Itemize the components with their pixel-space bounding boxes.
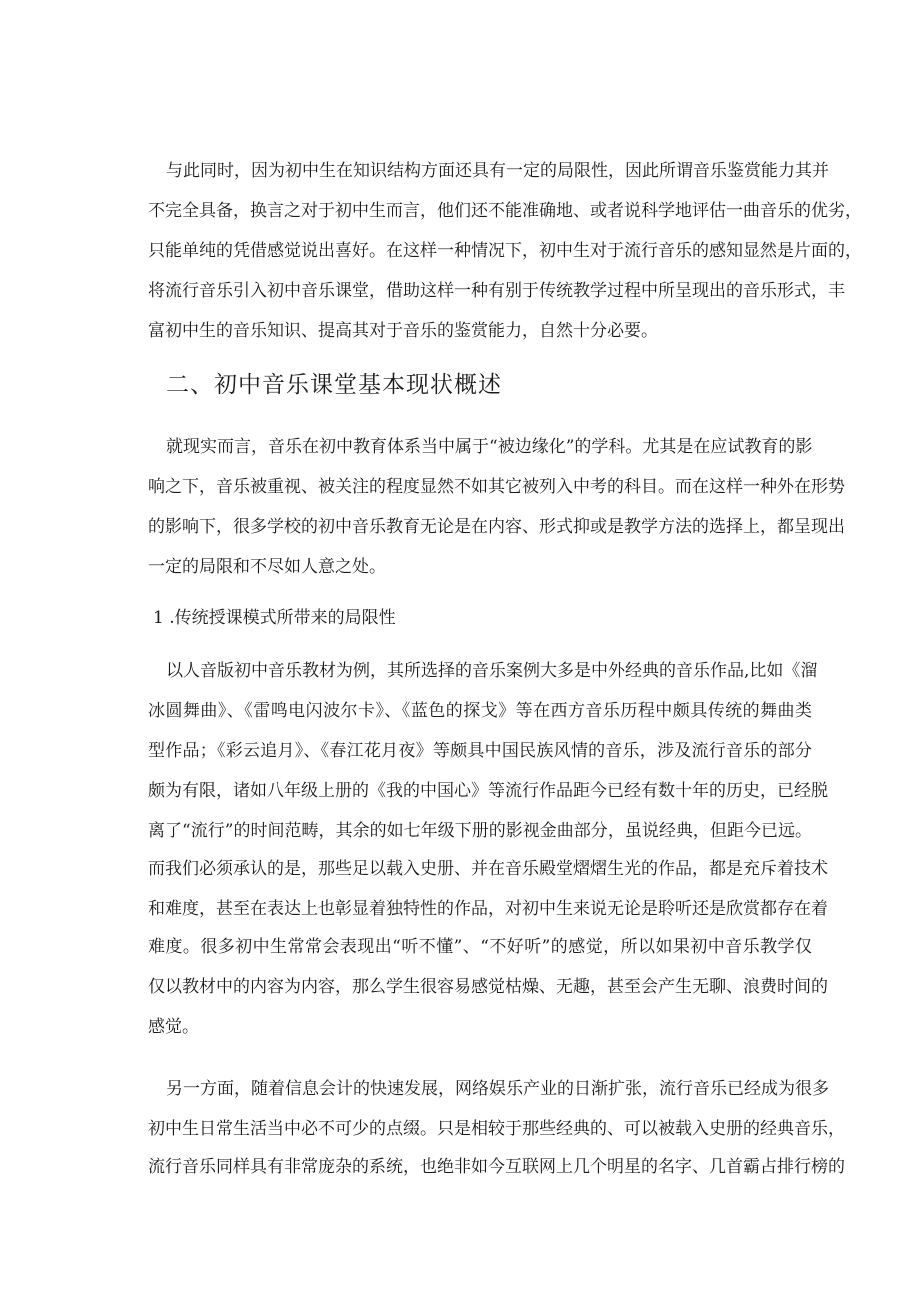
para1-line-3: 只能单纯的凭借感觉说出喜好。在这样一种情况下，初中生对于流行音乐的感知显然是片面的， (148, 241, 862, 261)
para1-line-2: 不完全具备，换言之对于初中生而言，他们还不能准确地、或者说科学地评估一曲音乐的优劣， (148, 201, 862, 221)
para2-line-3: 的影响下，很多学校的初中音乐教育无论是在内容、形式抑或是教学方法的选择上，都呈现出 (148, 517, 845, 537)
para1-line-5: 富初中生的音乐知识、提高其对于音乐的鉴赏能力，自然十分必要。 (148, 321, 658, 341)
para3-line-10: 感觉。 (148, 1017, 199, 1037)
para3-line-1: 以人音版初中音乐教材为例，其所选择的音乐案例大多是中外经典的音乐作品,比如《溜 (166, 661, 818, 681)
para4-line-1: 另一方面，随着信息会计的快速发展，网络娱乐产业的日渐扩张，流行音乐已经成为很多 (166, 1079, 829, 1099)
para3-line-3: 型作品；《彩云追月》、《春江花月夜》等颇具中国民族风情的音乐，涉及流行音乐的部分 (148, 741, 812, 761)
para3-line-6: 而我们必须承认的是，那些足以载入史册、并在音乐殿堂熠熠生光的作品，都是充斥着技术 (148, 859, 828, 879)
para3-line-2: 冰圆舞曲》、《雷鸣电闪波尔卡》、《蓝色的探戈》等在西方音乐历程中颇具传统的舞曲类 (148, 701, 812, 721)
para3-line-7: 和难度，甚至在表达上也彰显着独特性的作品，对初中生来说无论是聆听还是欣赏都存在着 (148, 899, 828, 919)
para1-line-4: 将流行音乐引入初中音乐课堂，借助这样一种有别于传统教学过程中所呈现出的音乐形式，丰 (148, 281, 845, 301)
para3-line-9: 仅以教材中的内容为内容，那么学生很容易感觉枯燥、无趣，甚至会产生无聊、浪费时间的 (148, 977, 828, 997)
para4-line-2: 初中生日常生活当中必不可少的点缀。只是相较于那些经典的、可以被载入史册的经典音乐， (148, 1119, 845, 1139)
para3-line-5: 离了“流行”的时间范畴，其余的如七年级下册的影视金曲部分，虽说经典，但距今已远。 (148, 821, 812, 841)
para2-line-4: 一定的局限和不尽如人意之处。 (148, 557, 386, 577)
para3-line-4: 颇为有限，诸如八年级上册的《我的中国心》等流行作品距今已经有数十年的历史，已经脱 (148, 781, 828, 801)
para2-line-1: 就现实而言，音乐在初中教育体系当中属于“被边缘化”的学科。尤其是在应试教育的影 (166, 437, 813, 457)
section-heading: 二、初中音乐课堂基本现状概述 (166, 372, 502, 398)
subsection-heading: 1 .传统授课模式所带来的局限性 (153, 608, 396, 628)
para2-line-2: 响之下，音乐被重视、被关注的程度显然不如其它被列入中考的科目。而在这样一种外在形势 (148, 477, 845, 497)
para3-line-8: 难度。很多初中生常常会表现出“听不懂”、“不好听”的感觉，所以如果初中音乐教学仅 (148, 937, 812, 957)
para1-line-1: 与此同时，因为初中生在知识结构方面还具有一定的局限性，因此所谓音乐鉴赏能力其并 (166, 161, 829, 181)
para4-line-3: 流行音乐同样具有非常庞杂的系统，也绝非如今互联网上几个明星的名字、几首霸占排行榜的 (148, 1157, 845, 1177)
